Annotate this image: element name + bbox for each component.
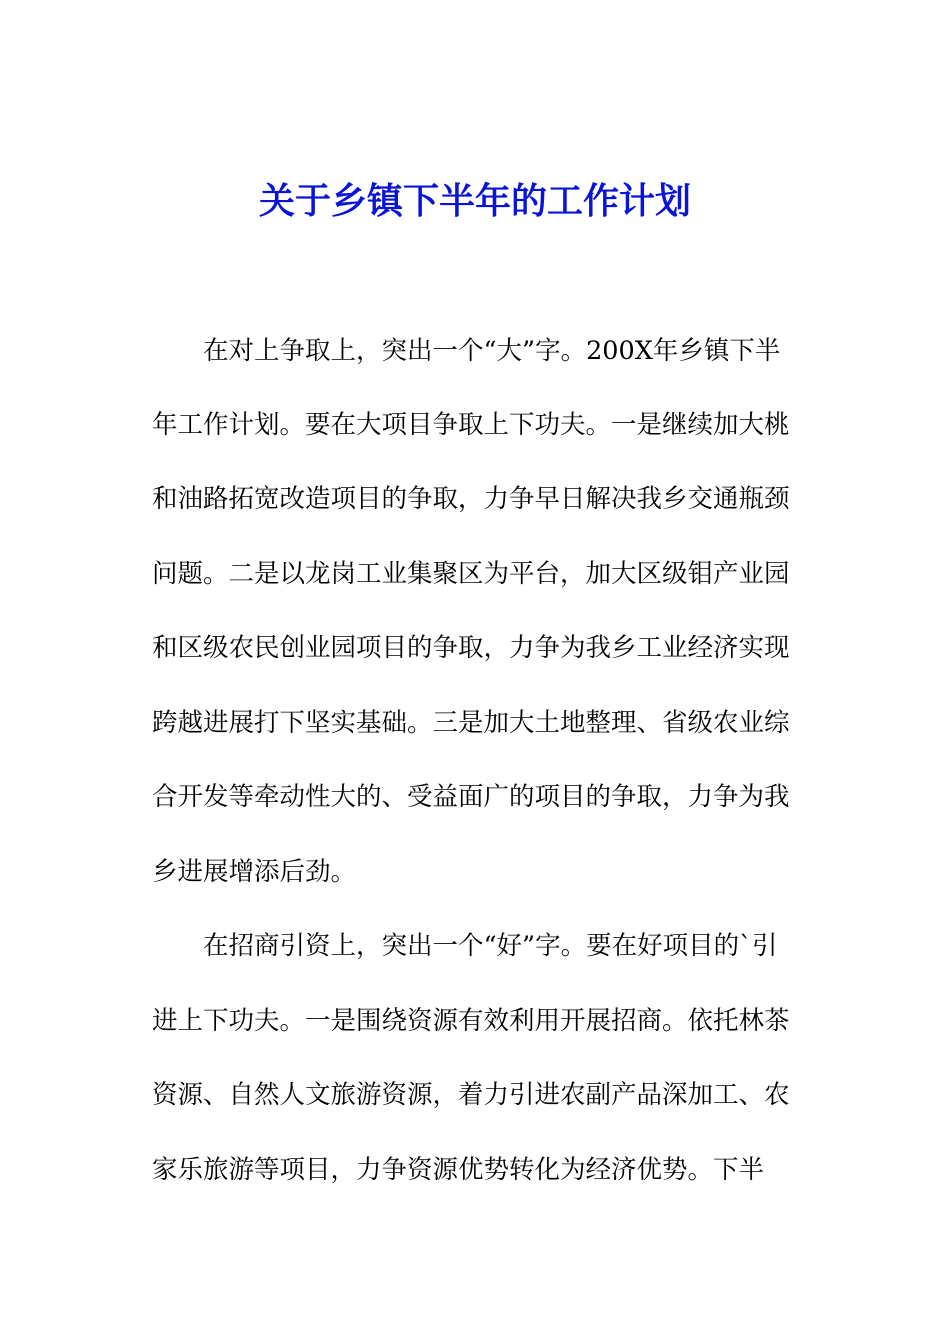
- paragraph-1-line-2: 年工作计划。要在大项目争取上下功夫。一是继续加大桃: [152, 410, 790, 440]
- paragraph-1-line-8: 乡进展增添后劲。: [152, 857, 357, 887]
- paragraph-1-line-6: 跨越进展打下坚实基础。三是加大土地整理、省级农业综: [152, 708, 790, 738]
- paragraph-2-line-2: 进上下功夫。一是围绕资源有效利用开展招商。依托林茶: [152, 1006, 790, 1036]
- paragraph-2-line-1: 在招商引资上，突出一个“好”字。要在好项目的`引: [203, 931, 778, 961]
- paragraph-1-line-5: 和区级农民创业园项目的争取，力争为我乡工业经济实现: [152, 633, 790, 663]
- paragraph-1-line-4: 问题。二是以龙岗工业集聚区为平台，加大区级钼产业园: [152, 559, 790, 589]
- document-title: 关于乡镇下半年的工作计划: [258, 181, 691, 222]
- paragraph-2-line-4: 家乐旅游等项目，力争资源优势转化为经济优势。下半: [152, 1155, 765, 1185]
- paragraph-1-line-3: 和油路拓宽改造项目的争取，力争早日解决我乡交通瓶颈: [152, 484, 790, 514]
- paragraph-2-line-3: 资源、自然人文旅游资源，着力引进农副产品深加工、农: [152, 1080, 790, 1110]
- paragraph-1-line-7: 合开发等牵动性大的、受益面广的项目的争取，力争为我: [152, 782, 790, 812]
- paragraph-1-line-1: 在对上争取上，突出一个“大”字。200X年乡镇下半: [203, 336, 781, 366]
